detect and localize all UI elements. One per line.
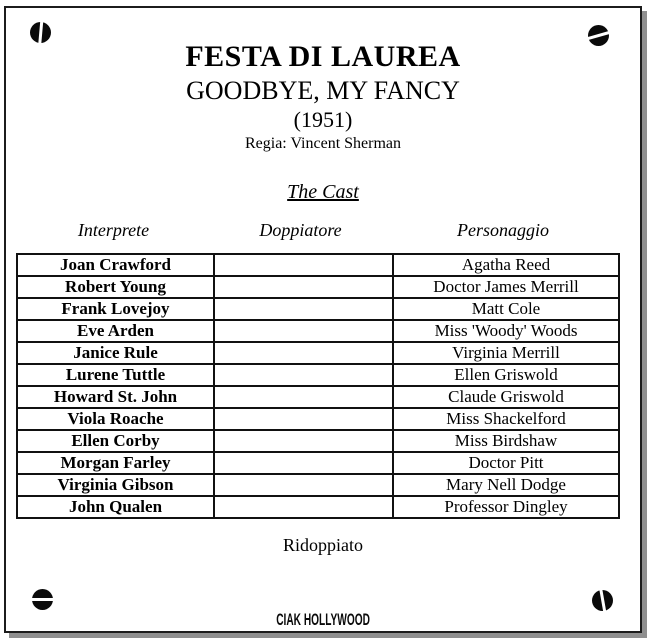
ciak-hollywood-logo bbox=[6, 612, 640, 627]
cast-table-row bbox=[17, 386, 619, 408]
cell-interprete: Eve Arden bbox=[17, 320, 214, 342]
cell-doppiatore bbox=[214, 276, 393, 298]
column-header-personaggio: Personaggio bbox=[457, 220, 549, 241]
cell-doppiatore bbox=[214, 430, 393, 452]
cell-interprete: Virginia Gibson bbox=[17, 474, 214, 496]
cell-interprete: Howard St. John bbox=[17, 386, 214, 408]
cell-doppiatore bbox=[214, 474, 393, 496]
cell-personaggio: Matt Cole bbox=[393, 298, 619, 320]
cell-interprete: Morgan Farley bbox=[17, 452, 214, 474]
cell-interprete: Robert Young bbox=[17, 276, 214, 298]
cell-interprete: Janice Rule bbox=[17, 342, 214, 364]
screw-icon bbox=[592, 590, 613, 611]
cell-personaggio: Mary Nell Dodge bbox=[393, 474, 619, 496]
cast-table-row bbox=[17, 276, 619, 298]
cell-doppiatore bbox=[214, 452, 393, 474]
cell-interprete: John Qualen bbox=[17, 496, 214, 518]
screw-slot bbox=[38, 21, 43, 45]
cast-table-row bbox=[17, 342, 619, 364]
cell-personaggio: Professor Dingley bbox=[393, 496, 619, 518]
director-credit: Regia: Vincent Sherman bbox=[244, 135, 402, 153]
cast-table-row bbox=[17, 364, 619, 386]
cell-interprete: Viola Roache bbox=[17, 408, 214, 430]
cast-table-row bbox=[17, 298, 619, 320]
italian-title: FESTA DI LAUREA bbox=[185, 40, 461, 73]
cell-doppiatore bbox=[214, 364, 393, 386]
cell-personaggio: Agatha Reed bbox=[393, 254, 619, 276]
cell-personaggio: Ellen Griswold bbox=[393, 364, 619, 386]
title-block bbox=[6, 40, 640, 153]
cell-personaggio: Miss Shackelford bbox=[393, 408, 619, 430]
cell-personaggio: Virginia Merrill bbox=[393, 342, 619, 364]
cell-doppiatore bbox=[214, 386, 393, 408]
cast-table-row bbox=[17, 452, 619, 474]
release-year: (1951) bbox=[293, 106, 353, 132]
column-header-doppiatore: Doppiatore bbox=[259, 220, 342, 241]
cell-personaggio: Claude Griswold bbox=[393, 386, 619, 408]
cell-interprete: Lurene Tuttle bbox=[17, 364, 214, 386]
cell-personaggio: Doctor James Merrill bbox=[393, 276, 619, 298]
cell-doppiatore bbox=[214, 254, 393, 276]
cell-interprete: Joan Crawford bbox=[17, 254, 214, 276]
screw-slot bbox=[587, 31, 610, 40]
cast-column-headers bbox=[16, 220, 616, 241]
screw-icon bbox=[32, 589, 53, 610]
cast-table-row bbox=[17, 430, 619, 452]
cell-personaggio: Miss Birdshaw bbox=[393, 430, 619, 452]
cell-interprete: Ellen Corby bbox=[17, 430, 214, 452]
original-title: GOODBYE, MY FANCY bbox=[186, 75, 460, 105]
cast-section-heading: The Cast bbox=[287, 181, 359, 204]
credits-card bbox=[4, 6, 642, 633]
cell-interprete: Frank Lovejoy bbox=[17, 298, 214, 320]
cast-table-row bbox=[17, 474, 619, 496]
cast-table bbox=[16, 253, 620, 519]
cast-table-row bbox=[17, 408, 619, 430]
screw-icon bbox=[588, 25, 609, 46]
cell-personaggio: Miss 'Woody' Woods bbox=[393, 320, 619, 342]
screw-icon bbox=[30, 22, 51, 43]
cast-table-row bbox=[17, 254, 619, 276]
screw-slot bbox=[31, 598, 55, 601]
column-header-interprete: Interprete bbox=[77, 220, 150, 241]
cell-personaggio: Doctor Pitt bbox=[393, 452, 619, 474]
cast-table-row bbox=[17, 496, 619, 518]
cell-doppiatore bbox=[214, 298, 393, 320]
cast-table-body bbox=[17, 254, 619, 518]
cell-doppiatore bbox=[214, 408, 393, 430]
cell-doppiatore bbox=[214, 496, 393, 518]
redub-note: Ridoppiato bbox=[283, 535, 363, 556]
screw-slot bbox=[599, 589, 606, 613]
cell-doppiatore bbox=[214, 320, 393, 342]
cast-table-row bbox=[17, 320, 619, 342]
logo-text: CIAK HOLLYWOOD bbox=[276, 610, 370, 629]
cell-doppiatore bbox=[214, 342, 393, 364]
